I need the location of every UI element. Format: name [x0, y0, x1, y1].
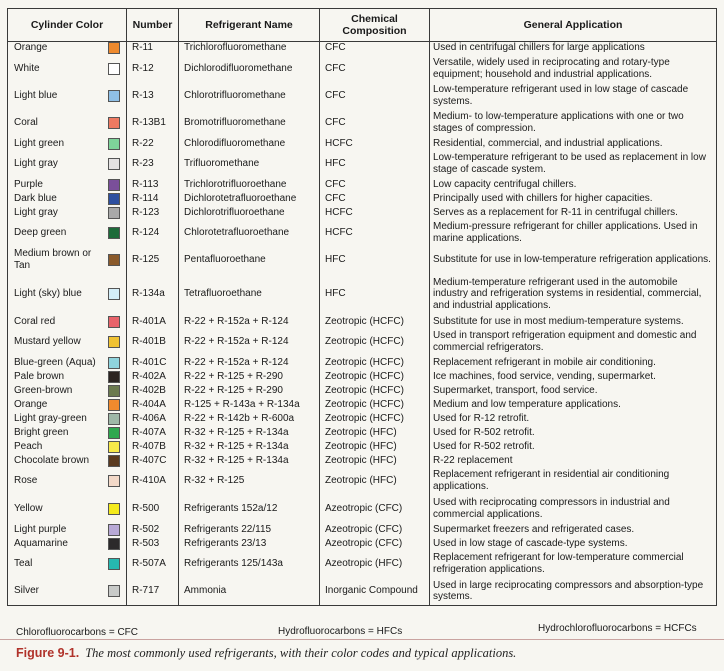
- cylinder-color-cell: [8, 220, 127, 247]
- cylinder-color-cell: [8, 370, 127, 384]
- refrigerant-name: Trichlorofluoromethane: [179, 42, 320, 55]
- chemical-composition: HFC: [320, 151, 430, 178]
- color-swatch: [108, 385, 120, 397]
- cylinder-color-cell: [8, 329, 127, 356]
- general-application: Used in low stage of cascade-type systems.: [430, 537, 717, 551]
- cylinder-color-label: Orange: [14, 42, 48, 54]
- header-chemical-composition: Chemical Composition: [320, 9, 430, 42]
- cylinder-color-cell: [8, 412, 127, 426]
- refrigerant-name: Dichlorotetrafluoroethane: [179, 192, 320, 206]
- cylinder-color-label: Deep green: [14, 227, 67, 238]
- color-swatch: [108, 538, 120, 550]
- cylinder-color-label: Purple: [14, 178, 43, 190]
- color-swatch: [108, 117, 120, 129]
- cylinder-color-cell: [8, 42, 127, 55]
- table-row: [8, 537, 717, 551]
- header-number: Number: [127, 9, 179, 42]
- cylinder-color-cell: [8, 578, 127, 606]
- color-swatch: [108, 179, 120, 191]
- refrigerant-number: R-406A: [127, 412, 179, 426]
- cylinder-color-cell: [8, 398, 127, 412]
- header-cylinder-color: Cylinder Color: [8, 9, 127, 42]
- table-row: [8, 83, 717, 110]
- refrigerant-name: Dichlorodifluoromethane: [179, 55, 320, 83]
- cylinder-color-cell: [8, 468, 127, 495]
- cylinder-color-cell: [8, 178, 127, 192]
- general-application: Versatile, widely used in reciprocating and rotary-type equipment; household and industrial applications.: [430, 55, 717, 83]
- cylinder-color-label: Peach: [14, 440, 43, 452]
- header-refrigerant-name: Refrigerant Name: [179, 9, 320, 42]
- refrigerant-number: R-11: [127, 42, 179, 55]
- refrigerant-name: R-22 + R-142b + R-600a: [179, 412, 320, 426]
- refrigerant-name: Refrigerants 22/115: [179, 523, 320, 537]
- refrigerant-name: Dichlorotrifluoroethane: [179, 206, 320, 220]
- refrigerant-number: R-407A: [127, 426, 179, 440]
- color-swatch: [108, 316, 120, 328]
- refrigerant-name: Refrigerants 152a/12: [179, 495, 320, 523]
- general-application: Supermarket freezers and refrigerated cases.: [430, 523, 717, 537]
- color-swatch: [108, 427, 120, 439]
- cylinder-color-label: Light (sky) blue: [14, 288, 82, 299]
- color-swatch: [108, 399, 120, 411]
- refrigerant-name: R-32 + R-125: [179, 468, 320, 495]
- figure-caption-text: The most commonly used refrigerants, with their color codes and typical applications.: [85, 646, 517, 660]
- chemical-composition: Zeotropic (HCFC): [320, 315, 430, 329]
- cylinder-color-cell: [8, 83, 127, 110]
- color-swatch: [108, 585, 120, 597]
- refrigerant-number: R-410A: [127, 468, 179, 495]
- legend-hcfc: Hydrochlorofluorocarbons = HCFCs: [538, 623, 697, 634]
- table-row: [8, 440, 717, 454]
- refrigerant-name: R-32 + R-125 + R-134a: [179, 440, 320, 454]
- figure-label: Figure 9-1.: [16, 646, 80, 660]
- refrigerant-number: R-401A: [127, 315, 179, 329]
- cylinder-color-cell: [8, 495, 127, 523]
- color-swatch: [108, 475, 120, 487]
- general-application: Replacement refrigerant for low-temperature commercial refrigeration applications.: [430, 551, 717, 578]
- table-row: [8, 356, 717, 370]
- refrigerant-number: R-123: [127, 206, 179, 220]
- general-application: Replacement refrigerant in mobile air conditioning.: [430, 356, 717, 370]
- color-swatch: [108, 441, 120, 453]
- cylinder-color-cell: [8, 426, 127, 440]
- refrigerant-table: [7, 8, 717, 606]
- cylinder-color-label: Bright green: [14, 426, 69, 438]
- general-application: Used in transport refrigeration equipment and domestic and commercial refrigerators.: [430, 329, 717, 356]
- chemical-composition: Zeotropic (HCFC): [320, 329, 430, 356]
- color-swatch: [108, 193, 120, 205]
- general-application: Used for R-502 retrofit.: [430, 440, 717, 454]
- cylinder-color-label: Light gray: [14, 206, 58, 218]
- table-row: [8, 468, 717, 495]
- cylinder-color-label: Medium brown or Tan: [14, 248, 92, 271]
- table-row: [8, 384, 717, 398]
- refrigerant-name: Tetrafluoroethane: [179, 274, 320, 315]
- cylinder-color-label: Light gray: [14, 158, 58, 169]
- cylinder-color-cell: [8, 151, 127, 178]
- cylinder-color-cell: [8, 247, 127, 274]
- refrigerant-number: R-22: [127, 137, 179, 151]
- general-application: Residential, commercial, and industrial applications.: [430, 137, 717, 151]
- chemical-composition: Zeotropic (HCFC): [320, 412, 430, 426]
- color-swatch: [108, 227, 120, 239]
- general-application: Ice machines, food service, vending, supermarket.: [430, 370, 717, 384]
- cylinder-color-cell: [8, 551, 127, 578]
- table-row: [8, 551, 717, 578]
- legend-cfc: Chlorofluorocarbons = CFC: [16, 627, 138, 638]
- chemical-composition: CFC: [320, 42, 430, 55]
- refrigerant-number: R-113: [127, 178, 179, 192]
- table-row: [8, 151, 717, 178]
- general-application: Principally used with chillers for higher capacities.: [430, 192, 717, 206]
- table-row: [8, 42, 717, 55]
- refrigerant-number: R-13: [127, 83, 179, 110]
- general-application: Substitute for use in low-temperature refrigeration applications.: [430, 247, 717, 274]
- refrigerant-name: Chlorodifluoromethane: [179, 137, 320, 151]
- chemical-composition: HCFC: [320, 137, 430, 151]
- caption-rule: [0, 639, 724, 640]
- chemical-composition: CFC: [320, 55, 430, 83]
- chemical-composition: Azeotropic (CFC): [320, 523, 430, 537]
- refrigerant-name: R-22 + R-152a + R-124: [179, 356, 320, 370]
- cylinder-color-label: Blue-green (Aqua): [14, 356, 96, 368]
- refrigerant-number: R-407B: [127, 440, 179, 454]
- table-row: [8, 192, 717, 206]
- table-row: [8, 454, 717, 468]
- general-application: Replacement refrigerant in residential air conditioning applications.: [430, 468, 717, 495]
- refrigerant-name: R-125 + R-143a + R-134a: [179, 398, 320, 412]
- table-row: [8, 274, 717, 315]
- refrigerant-name: Bromotrifluoromethane: [179, 110, 320, 137]
- chemical-composition: HCFC: [320, 206, 430, 220]
- cylinder-color-cell: [8, 55, 127, 83]
- cylinder-color-label: White: [14, 62, 40, 74]
- color-swatch: [108, 288, 120, 300]
- cylinder-color-label: Chocolate brown: [14, 454, 90, 466]
- cylinder-color-cell: [8, 523, 127, 537]
- cylinder-color-cell: [8, 356, 127, 370]
- table-row: [8, 315, 717, 329]
- general-application: Serves as a replacement for R-11 in centrifugal chillers.: [430, 206, 717, 220]
- chemical-composition: CFC: [320, 178, 430, 192]
- general-application: R-22 replacement: [430, 454, 717, 468]
- refrigerant-number: R-717: [127, 578, 179, 606]
- chemical-composition: HFC: [320, 274, 430, 315]
- general-application: Substitute for use in most medium-temperature systems.: [430, 315, 717, 329]
- cylinder-color-label: Light purple: [14, 523, 67, 535]
- color-swatch: [108, 90, 120, 102]
- chemical-composition: Azeotropic (CFC): [320, 537, 430, 551]
- cylinder-color-label: Light green: [14, 137, 65, 149]
- general-application: Supermarket, transport, food service.: [430, 384, 717, 398]
- refrigerant-number: R-407C: [127, 454, 179, 468]
- refrigerant-name: R-22 + R-152a + R-124: [179, 315, 320, 329]
- refrigerant-number: R-134a: [127, 274, 179, 315]
- cylinder-color-label: Orange: [14, 398, 48, 410]
- color-swatch: [108, 503, 120, 515]
- refrigerant-name: Trifluoromethane: [179, 151, 320, 178]
- color-swatch: [108, 413, 120, 425]
- general-application: Used for R-12 retrofit.: [430, 412, 717, 426]
- refrigerant-name: R-22 + R-125 + R-290: [179, 370, 320, 384]
- refrigerant-number: R-12: [127, 55, 179, 83]
- cylinder-color-label: Mustard yellow: [14, 336, 81, 347]
- cylinder-color-label: Teal: [14, 558, 33, 569]
- chemical-composition: Zeotropic (HFC): [320, 440, 430, 454]
- refrigerant-number: R-23: [127, 151, 179, 178]
- color-swatch: [108, 336, 120, 348]
- general-application: Medium and low temperature applications.: [430, 398, 717, 412]
- header-general-application: General Application: [430, 9, 717, 42]
- table-row: [8, 178, 717, 192]
- general-application: Used for R-502 retrofit.: [430, 426, 717, 440]
- refrigerant-name: R-22 + R-152a + R-124: [179, 329, 320, 356]
- chemical-composition: CFC: [320, 83, 430, 110]
- table-row: [8, 412, 717, 426]
- cylinder-color-label: Coral red: [14, 315, 56, 327]
- chemical-composition: Inorganic Compound: [320, 578, 430, 606]
- table-row: [8, 247, 717, 274]
- table-row: [8, 206, 717, 220]
- refrigerant-number: R-401B: [127, 329, 179, 356]
- cylinder-color-cell: [8, 192, 127, 206]
- cylinder-color-cell: [8, 384, 127, 398]
- chemical-composition: HFC: [320, 247, 430, 274]
- color-swatch: [108, 138, 120, 150]
- refrigerant-number: R-500: [127, 495, 179, 523]
- chemical-composition: CFC: [320, 110, 430, 137]
- refrigerant-name: Refrigerants 125/143a: [179, 551, 320, 578]
- color-swatch: [108, 524, 120, 536]
- refrigerant-name: Chlorotetrafluoroethane: [179, 220, 320, 247]
- general-application: Low-temperature refrigerant used in low stage of cascade systems.: [430, 83, 717, 110]
- chemical-composition: Zeotropic (HCFC): [320, 384, 430, 398]
- refrigerant-name: R-32 + R-125 + R-134a: [179, 426, 320, 440]
- chemical-composition: Zeotropic (HCFC): [320, 398, 430, 412]
- table-row: [8, 329, 717, 356]
- refrigerant-number: R-114: [127, 192, 179, 206]
- table-row: [8, 370, 717, 384]
- refrigerant-name: Trichlorotrifluoroethane: [179, 178, 320, 192]
- color-swatch: [108, 158, 120, 170]
- refrigerant-name: Pentafluoroethane: [179, 247, 320, 274]
- cylinder-color-label: Pale brown: [14, 370, 65, 382]
- chemical-composition: Zeotropic (HFC): [320, 468, 430, 495]
- cylinder-color-label: Rose: [14, 475, 38, 486]
- cylinder-color-label: Light blue: [14, 90, 58, 101]
- cylinder-color-label: Coral: [14, 117, 38, 128]
- color-swatch: [108, 371, 120, 383]
- chemical-composition: Zeotropic (HCFC): [320, 370, 430, 384]
- table-row: [8, 398, 717, 412]
- chemical-composition: Azeotropic (CFC): [320, 495, 430, 523]
- refrigerant-number: R-401C: [127, 356, 179, 370]
- refrigerant-number: R-503: [127, 537, 179, 551]
- cylinder-color-cell: [8, 274, 127, 315]
- chemical-composition: Zeotropic (HCFC): [320, 356, 430, 370]
- refrigerant-number: R-404A: [127, 398, 179, 412]
- refrigerant-number: R-507A: [127, 551, 179, 578]
- refrigerant-name: Chlorotrifluoromethane: [179, 83, 320, 110]
- cylinder-color-cell: [8, 537, 127, 551]
- general-application: Low capacity centrifugal chillers.: [430, 178, 717, 192]
- table-row: [8, 220, 717, 247]
- refrigerant-number: R-125: [127, 247, 179, 274]
- table-row: [8, 55, 717, 83]
- chemical-composition: Zeotropic (HFC): [320, 426, 430, 440]
- table-row: [8, 110, 717, 137]
- header-row: [8, 9, 717, 42]
- general-application: Low-temperature refrigerant to be used as replacement in low stage of cascade system.: [430, 151, 717, 178]
- general-application: Medium- to low-temperature applications with one or two stages of compression.: [430, 110, 717, 137]
- table-row: [8, 137, 717, 151]
- color-swatch: [108, 254, 120, 266]
- color-swatch: [108, 357, 120, 369]
- chemical-composition: HCFC: [320, 220, 430, 247]
- refrigerant-number: R-13B1: [127, 110, 179, 137]
- table-row: [8, 578, 717, 606]
- general-application: Used in centrifugal chillers for large applications: [430, 42, 717, 55]
- refrigerant-number: R-402A: [127, 370, 179, 384]
- color-swatch: [108, 207, 120, 219]
- table-row: [8, 426, 717, 440]
- refrigerant-number: R-502: [127, 523, 179, 537]
- cylinder-color-label: Light gray-green: [14, 412, 87, 424]
- refrigerant-number: R-124: [127, 220, 179, 247]
- refrigerant-name: R-22 + R-125 + R-290: [179, 384, 320, 398]
- table-row: [8, 523, 717, 537]
- cylinder-color-label: Dark blue: [14, 192, 57, 204]
- cylinder-color-cell: [8, 315, 127, 329]
- cylinder-color-cell: [8, 137, 127, 151]
- table-body: [8, 42, 717, 606]
- general-application: Used with reciprocating compressors in industrial and commercial applications.: [430, 495, 717, 523]
- refrigerant-name: Refrigerants 23/13: [179, 537, 320, 551]
- color-swatch: [108, 63, 120, 75]
- chemical-composition: Zeotropic (HFC): [320, 454, 430, 468]
- color-swatch: [108, 558, 120, 570]
- general-application: Medium-temperature refrigerant used in the automobile industry and refrigeration systems in residential, commercial, and industrial applications.: [430, 274, 717, 315]
- legend-hfc: Hydrofluorocarbons = HFCs: [278, 626, 403, 637]
- cylinder-color-cell: [8, 440, 127, 454]
- cylinder-color-label: Yellow: [14, 502, 43, 514]
- refrigerant-number: R-402B: [127, 384, 179, 398]
- color-swatch: [108, 42, 120, 54]
- chemical-composition: Azeotropic (HFC): [320, 551, 430, 578]
- cylinder-color-label: Green-brown: [14, 384, 73, 396]
- cylinder-color-cell: [8, 454, 127, 468]
- refrigerant-name: R-32 + R-125 + R-134a: [179, 454, 320, 468]
- chemical-composition: CFC: [320, 192, 430, 206]
- cylinder-color-cell: [8, 206, 127, 220]
- general-application: Medium-pressure refrigerant for chiller applications. Used in marine applications.: [430, 220, 717, 247]
- refrigerant-name: Ammonia: [179, 578, 320, 606]
- cylinder-color-label: Aquamarine: [14, 537, 68, 549]
- color-swatch: [108, 455, 120, 467]
- general-application: Used in large reciprocating compressors and absorption-type systems.: [430, 578, 717, 606]
- cylinder-color-cell: [8, 110, 127, 137]
- table-row: [8, 495, 717, 523]
- figure-caption: [16, 646, 516, 661]
- cylinder-color-label: Silver: [14, 585, 40, 597]
